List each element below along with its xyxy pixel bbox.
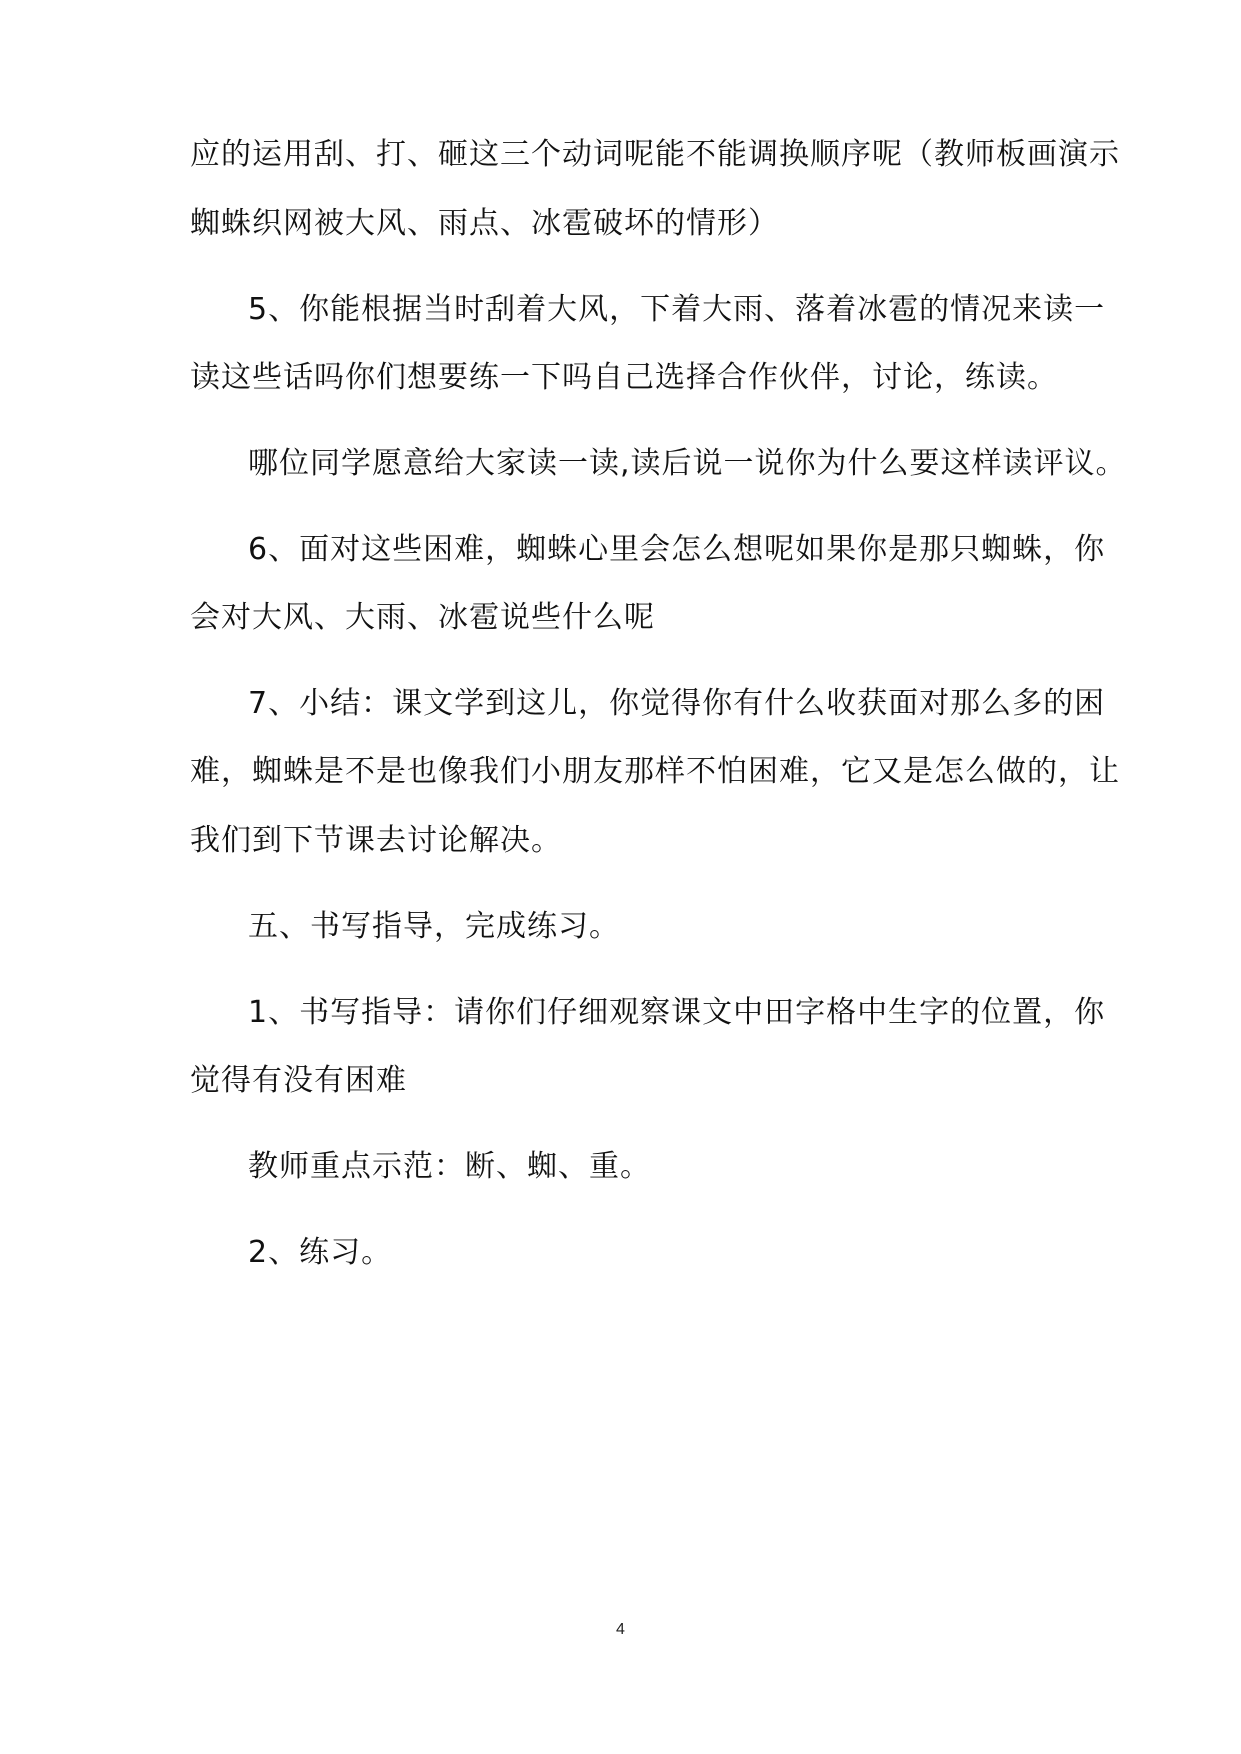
paragraph-line: 教师重点示范：断、蜘、重。 [248, 1149, 651, 1184]
paragraph-line: 7、小结：课文学到这儿，你觉得你有什么收获面对那么多的困 [248, 686, 1106, 721]
paragraph-line: 会对大风、大雨、冰雹说些什么呢 [190, 600, 655, 635]
paragraph-line: 1、书写指导：请你们仔细观察课文中田字格中生字的位置，你 [248, 995, 1106, 1030]
paragraph-line: 2、练习。 [248, 1235, 393, 1270]
paragraph-line: 6、面对这些困难，蜘蛛心里会怎么想呢如果你是那只蜘蛛，你 [248, 532, 1106, 567]
paragraph-line: 哪位同学愿意给大家读一读,读后说一说你为什么要这样读评议。 [248, 446, 1127, 481]
paragraph-line: 难，蜘蛛是不是也像我们小朋友那样不怕困难，它又是怎么做的，让 [190, 754, 1120, 789]
section-heading: 五、书写指导，完成练习。 [248, 909, 620, 944]
paragraph-line: 5、你能根据当时刮着大风，下着大雨、落着冰雹的情况来读一 [248, 292, 1106, 327]
page-number: 4 [616, 1621, 625, 1638]
paragraph-line: 我们到下节课去讨论解决。 [190, 823, 562, 858]
paragraph-line: 觉得有没有困难 [190, 1063, 407, 1098]
paragraph-line: 读这些话吗你们想要练一下吗自己选择合作伙伴，讨论，练读。 [190, 360, 1058, 395]
paragraph-line: 应的运用刮、打、砸这三个动词呢能不能调换顺序呢（教师板画演示 [190, 137, 1120, 172]
paragraph-line: 蜘蛛织网被大风、雨点、冰雹破坏的情形） [190, 206, 779, 241]
